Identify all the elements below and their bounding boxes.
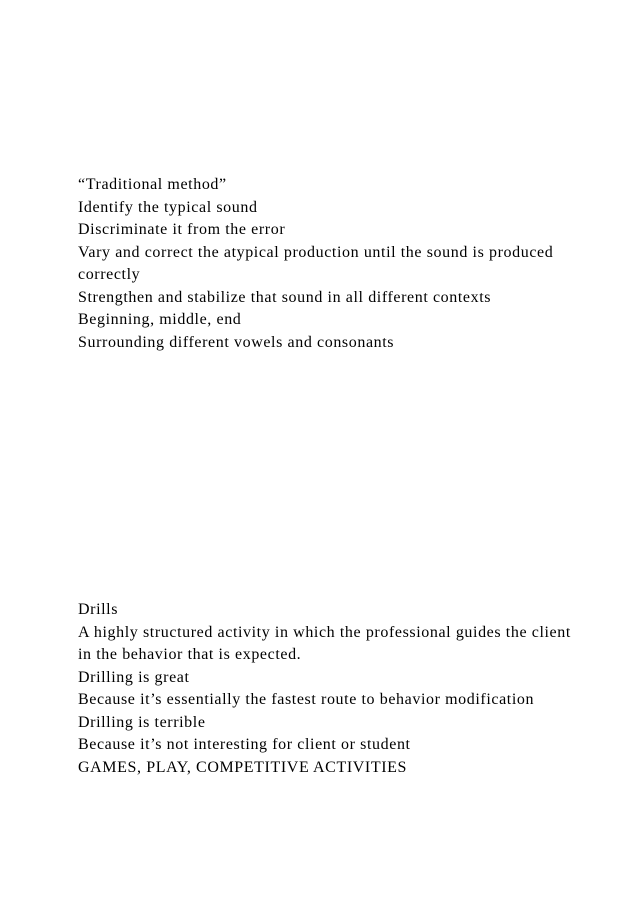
text-line: Strengthen and stabilize that sound in all different contexts <box>78 288 492 306</box>
text-line: Drilling is great <box>78 668 190 686</box>
text-line: Vary and correct the atypical production until the sound is produced correctly <box>78 243 554 283</box>
text-line: Because it’s essentially the fastest route to behavior modification <box>78 691 535 708</box>
text-line: GAMES, PLAY, COMPETITIVE ACTIVITIES <box>78 758 408 776</box>
text-line: Discriminate it from the error <box>78 221 286 238</box>
text-line: Surrounding different vowels and consonants <box>78 333 395 351</box>
text-line: Because it’s not interesting for client or student <box>78 736 411 753</box>
text-line: Identify the typical sound <box>78 198 258 216</box>
section-heading: “Traditional method” <box>78 176 227 193</box>
text-line: Drilling is terrible <box>78 713 206 731</box>
drills-section <box>78 599 578 779</box>
section-heading: Drills <box>78 601 119 618</box>
text-line: A highly structured activity in which the professional guides the client in the behavior that is expected. <box>78 623 571 663</box>
traditional-method-section <box>78 174 578 354</box>
text-line: Beginning, middle, end <box>78 311 242 328</box>
